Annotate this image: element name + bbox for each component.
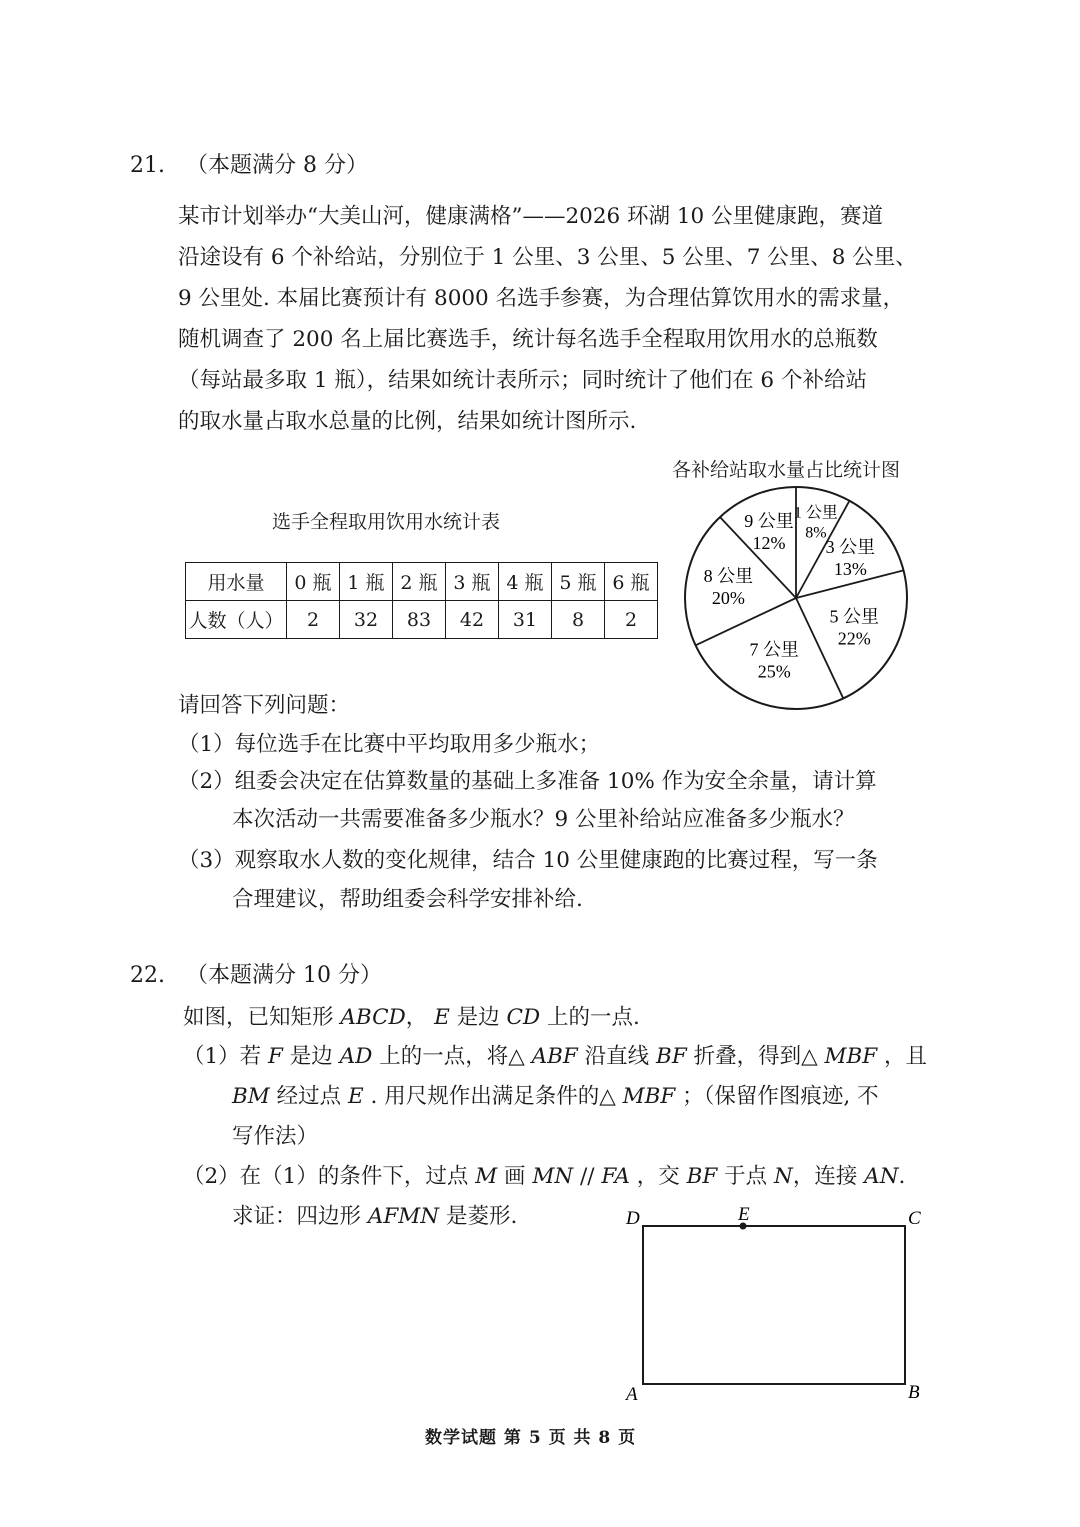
math-symbol: MBF [622,1084,676,1109]
question-number: 22. [130,963,165,988]
table-title: 选手全程取用饮用水统计表 [272,511,501,533]
pie-slice-category-label: 9 公里 [744,510,794,531]
question-22-part2-line1 [183,1157,905,1196]
vertex-label-c: C [908,1208,921,1229]
pie-slice-category-label: 5 公里 [829,606,880,627]
text-run: （1）若 [183,1044,269,1069]
table-header-cell: 6 瓶 [605,563,658,601]
question-item-continuation: 本次活动一共需要准备多少瓶水？9 公里补给站应准备多少瓶水？ [232,807,855,832]
table-header-cell: 1 瓶 [340,563,393,601]
math-symbol: N [774,1164,793,1189]
text-run: . 用尺规作出满足条件的△ [363,1084,623,1109]
math-symbol: BF [686,1164,718,1189]
pie-slice-value-label: 12% [752,532,786,553]
math-symbol: MBF [824,1044,878,1069]
table-header-cell: 3 瓶 [446,563,499,601]
question-22-part2-line2 [232,1197,517,1236]
question-item: （3）观察取水人数的变化规律，结合 10 公里健康跑的比赛过程，写一条 [178,848,878,873]
rectangle-abcd [643,1226,905,1384]
math-symbol: F [268,1044,283,1069]
point-label-e: E [738,1204,750,1225]
pie-slice-value-label: 25% [757,661,791,682]
paragraph-line: 的取水量占取水总量的比例，结果如统计图所示. [178,409,637,434]
table-header-cell: 用水量 [186,563,287,601]
text-run: 上的一点. [540,1005,640,1030]
text-run: . [898,1164,906,1189]
vertex-label-b: B [908,1382,920,1403]
paragraph-line: 沿途设有 6 个补给站，分别位于 1 公里、3 公里、5 公里、7 公里、8 公里、 [178,245,917,270]
math-symbol: MN [532,1164,574,1189]
text-run: 于点 [717,1164,775,1189]
question-number: 21. [130,153,165,178]
text-run: 求证：四边形 [232,1204,368,1229]
math-symbol: AN [864,1164,899,1189]
pie-slice-category-label: 1 公里 [793,504,838,522]
math-symbol: ABCD [340,1005,406,1030]
pie-chart [676,478,916,718]
text-run: 画 [497,1164,533,1189]
pie-slice-category-label: 7 公里 [749,639,799,660]
pie-chart-title: 各补给站取水量占比统计图 [672,459,901,481]
pie-slice-value-label: 22% [837,628,871,649]
pie-slice-category-label: 3 公里 [825,536,876,557]
math-symbol: M [475,1164,498,1189]
table-header-cell: 人数（人） [186,601,287,639]
text-run: ， [405,1005,435,1030]
text-run: ，且 [877,1044,928,1069]
vertex-label-d: D [626,1208,640,1229]
table-cell: 2 [287,601,340,639]
math-symbol: E [348,1084,364,1109]
water-statistics-table [185,562,658,639]
table-header-cell: 4 瓶 [499,563,552,601]
text-run: 上的一点，将△ [372,1044,532,1069]
question-score: （本题满分 8 分） [186,153,368,178]
text-run: 折叠，得到△ [686,1044,825,1069]
text-run: ，交 [629,1164,687,1189]
pie-slice-value-label: 20% [711,588,745,609]
math-symbol: AFMN [367,1204,440,1229]
table-cell: 31 [499,601,552,639]
text-run: ；（保留作图痕迹, 不 [675,1084,879,1109]
question-22-header [130,958,382,989]
paragraph-line: 随机调查了 200 名上届比赛选手，统计每名选手全程取用饮用水的总瓶数 [178,327,878,352]
table-cell: 83 [393,601,446,639]
question-22-part1-line1 [183,1037,927,1076]
table-header-cell: 0 瓶 [287,563,340,601]
questions-intro: 请回答下列问题： [178,693,351,718]
table-row [186,563,658,601]
text-run: 是菱形. [439,1204,518,1229]
question-item: （2）组委会决定在估算数量的基础上多准备 10% 作为安全余量，请计算 [178,769,877,794]
pie-slice-category-label: 8 公里 [703,566,754,587]
table-header-cell: 5 瓶 [552,563,605,601]
question-21-header [130,148,368,179]
text-run: （2）在（1）的条件下，过点 [183,1164,476,1189]
math-symbol: AD [339,1044,373,1069]
text-run: 是边 [449,1005,507,1030]
table-row [186,601,658,639]
page-footer: 数学试题 第 5 页 共 8 页 [425,1428,637,1448]
question-22-intro [183,998,640,1037]
text-run: // [573,1164,602,1189]
question-21-paragraph [178,196,953,442]
table-header-cell: 2 瓶 [393,563,446,601]
paragraph-line: （每站最多取 1 瓶），结果如统计表所示；同时统计了他们在 6 个补给站 [178,368,867,393]
paragraph-line: 某市计划举办“大美山河，健康满格”——2026 环湖 10 公里健康跑，赛道 [178,204,884,229]
math-symbol: CD [506,1005,541,1030]
question-22-part1-line3: 写作法） [232,1124,319,1149]
math-symbol: E [434,1005,450,1030]
pie-slice-value-label: 13% [833,558,867,579]
math-symbol: BM [232,1084,270,1109]
math-symbol: FA [601,1164,630,1189]
table-cell: 42 [446,601,499,639]
question-22-part1-line2 [232,1077,879,1116]
question-score: （本题满分 10 分） [186,963,382,988]
table-cell: 8 [552,601,605,639]
text-run: ，连接 [792,1164,865,1189]
math-symbol: BF [656,1044,687,1069]
paragraph-line: 9 公里处. 本届比赛预计有 8000 名选手参赛，为合理估算饮用水的需求量， [178,286,905,311]
pie-slice-boundary [696,598,796,645]
table-cell: 2 [605,601,658,639]
question-item: （1）每位选手在比赛中平均取用多少瓶水； [178,732,601,757]
vertex-label-a: A [626,1384,638,1405]
table-cell: 32 [340,601,393,639]
rectangle-figure [620,1200,940,1410]
text-run: 沿直线 [577,1044,657,1069]
pie-slice-value-label: 8% [805,524,827,542]
question-item-continuation: 合理建议，帮助组委会科学安排补给. [232,887,583,912]
text-run: 经过点 [269,1084,348,1109]
math-symbol: ABF [531,1044,578,1069]
text-run: 如图，已知矩形 [183,1005,341,1030]
text-run: 是边 [282,1044,340,1069]
